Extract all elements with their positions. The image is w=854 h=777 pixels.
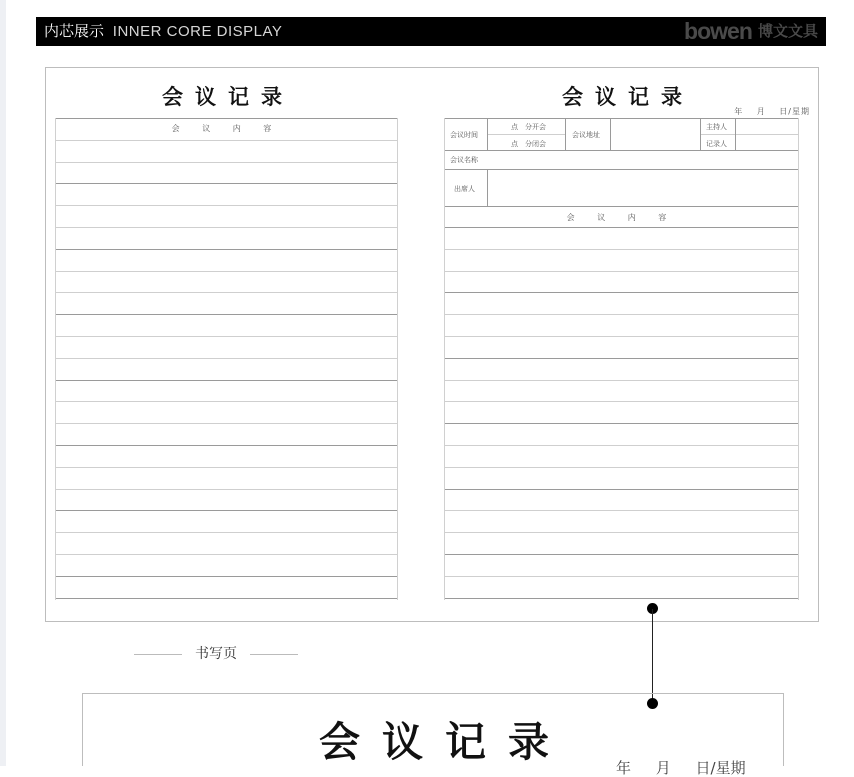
- left-content-label: 会 议 内 容: [171, 124, 282, 133]
- ruled-line: [445, 598, 798, 599]
- form-divider: [610, 118, 611, 150]
- section-header: [36, 17, 826, 46]
- ruled-line: [445, 380, 798, 381]
- ruled-line: [56, 336, 397, 337]
- attendees-label: 出席人: [454, 185, 475, 193]
- zoomed-page-title: 会议记录: [319, 718, 571, 766]
- ruled-line: [56, 554, 397, 555]
- ruled-line: [56, 467, 397, 468]
- notebook-spread: [45, 67, 819, 622]
- right-page-title: 会议记录: [562, 84, 694, 109]
- caption-dash-right: [250, 654, 298, 655]
- ruled-line: [56, 532, 397, 533]
- form-divider: [735, 118, 736, 150]
- ruled-line: [56, 249, 397, 250]
- ruled-line: [56, 205, 397, 206]
- form-rule: [700, 134, 799, 135]
- form-divider: [487, 169, 488, 206]
- brand-logo: [684, 19, 818, 44]
- section-title-en: INNER CORE DISPLAY: [112, 23, 283, 40]
- ruled-line: [56, 314, 397, 315]
- ruled-line: [445, 227, 798, 228]
- connector-line: [652, 609, 653, 704]
- ruled-line: [56, 292, 397, 293]
- ruled-line: [445, 249, 798, 250]
- ruled-line: [445, 423, 798, 424]
- section-title-cn: 内芯展示: [44, 22, 105, 40]
- form-rule: [445, 169, 798, 170]
- ruled-line: [445, 445, 798, 446]
- form-rule: [445, 118, 798, 119]
- left-page: [55, 118, 398, 600]
- ruled-line: [56, 598, 397, 599]
- ruled-line: [445, 358, 798, 359]
- form-rule: [445, 150, 798, 151]
- form-divider: [487, 118, 488, 150]
- section-title: [44, 23, 282, 40]
- zoomed-page-preview: [82, 693, 784, 777]
- meeting-name-label: 会议名称: [450, 156, 478, 164]
- ruled-line: [445, 576, 798, 577]
- ruled-line: [445, 336, 798, 337]
- ruled-line: [445, 489, 798, 490]
- right-date-line: 年 月 日/星期: [734, 107, 810, 116]
- end-time-label: 点 分闭会: [511, 140, 546, 148]
- caption-text: 书写页: [195, 646, 237, 662]
- ruled-line: [56, 271, 397, 272]
- start-time-label: 点 分开会: [511, 123, 546, 131]
- ruled-line: [445, 271, 798, 272]
- form-rule: [445, 206, 798, 207]
- ruled-line: [56, 423, 397, 424]
- ruled-line: [445, 292, 798, 293]
- left-page-title: 会议记录: [162, 84, 294, 109]
- brand-name-cn: 博文文具: [757, 22, 818, 40]
- ruled-line: [445, 314, 798, 315]
- form-divider: [565, 118, 566, 150]
- brand-logo-text: bowen: [684, 18, 752, 44]
- form-divider: [700, 118, 701, 150]
- ruled-line: [56, 380, 397, 381]
- ruled-line: [56, 140, 397, 141]
- form-rule: [487, 134, 565, 135]
- host-label: 主持人: [706, 123, 727, 131]
- ruled-line: [56, 445, 397, 446]
- ruled-line: [56, 489, 397, 490]
- meeting-time-label: 会议时间: [450, 131, 478, 139]
- writing-page-caption: [134, 646, 294, 664]
- right-content-label: 会 议 内 容: [566, 213, 677, 222]
- ruled-line: [445, 532, 798, 533]
- caption-dash-left: [134, 654, 182, 655]
- ruled-line: [56, 227, 397, 228]
- ruled-line: [56, 576, 397, 577]
- ruled-line: [56, 358, 397, 359]
- ruled-line: [56, 162, 397, 163]
- ruled-line: [56, 118, 397, 119]
- right-page: [444, 118, 799, 600]
- left-page-ruled-lines: [55, 118, 398, 600]
- ruled-line: [445, 467, 798, 468]
- ruled-line: [445, 510, 798, 511]
- ruled-line: [56, 401, 397, 402]
- left-edge-strip: [0, 0, 6, 766]
- ruled-line: [56, 183, 397, 184]
- zoomed-date-line: 年 月 日/星期: [616, 759, 746, 777]
- ruled-line: [56, 510, 397, 511]
- meeting-place-label: 会议地址: [572, 131, 600, 139]
- recorder-label: 记录人: [706, 140, 727, 148]
- ruled-line: [445, 554, 798, 555]
- ruled-line: [445, 401, 798, 402]
